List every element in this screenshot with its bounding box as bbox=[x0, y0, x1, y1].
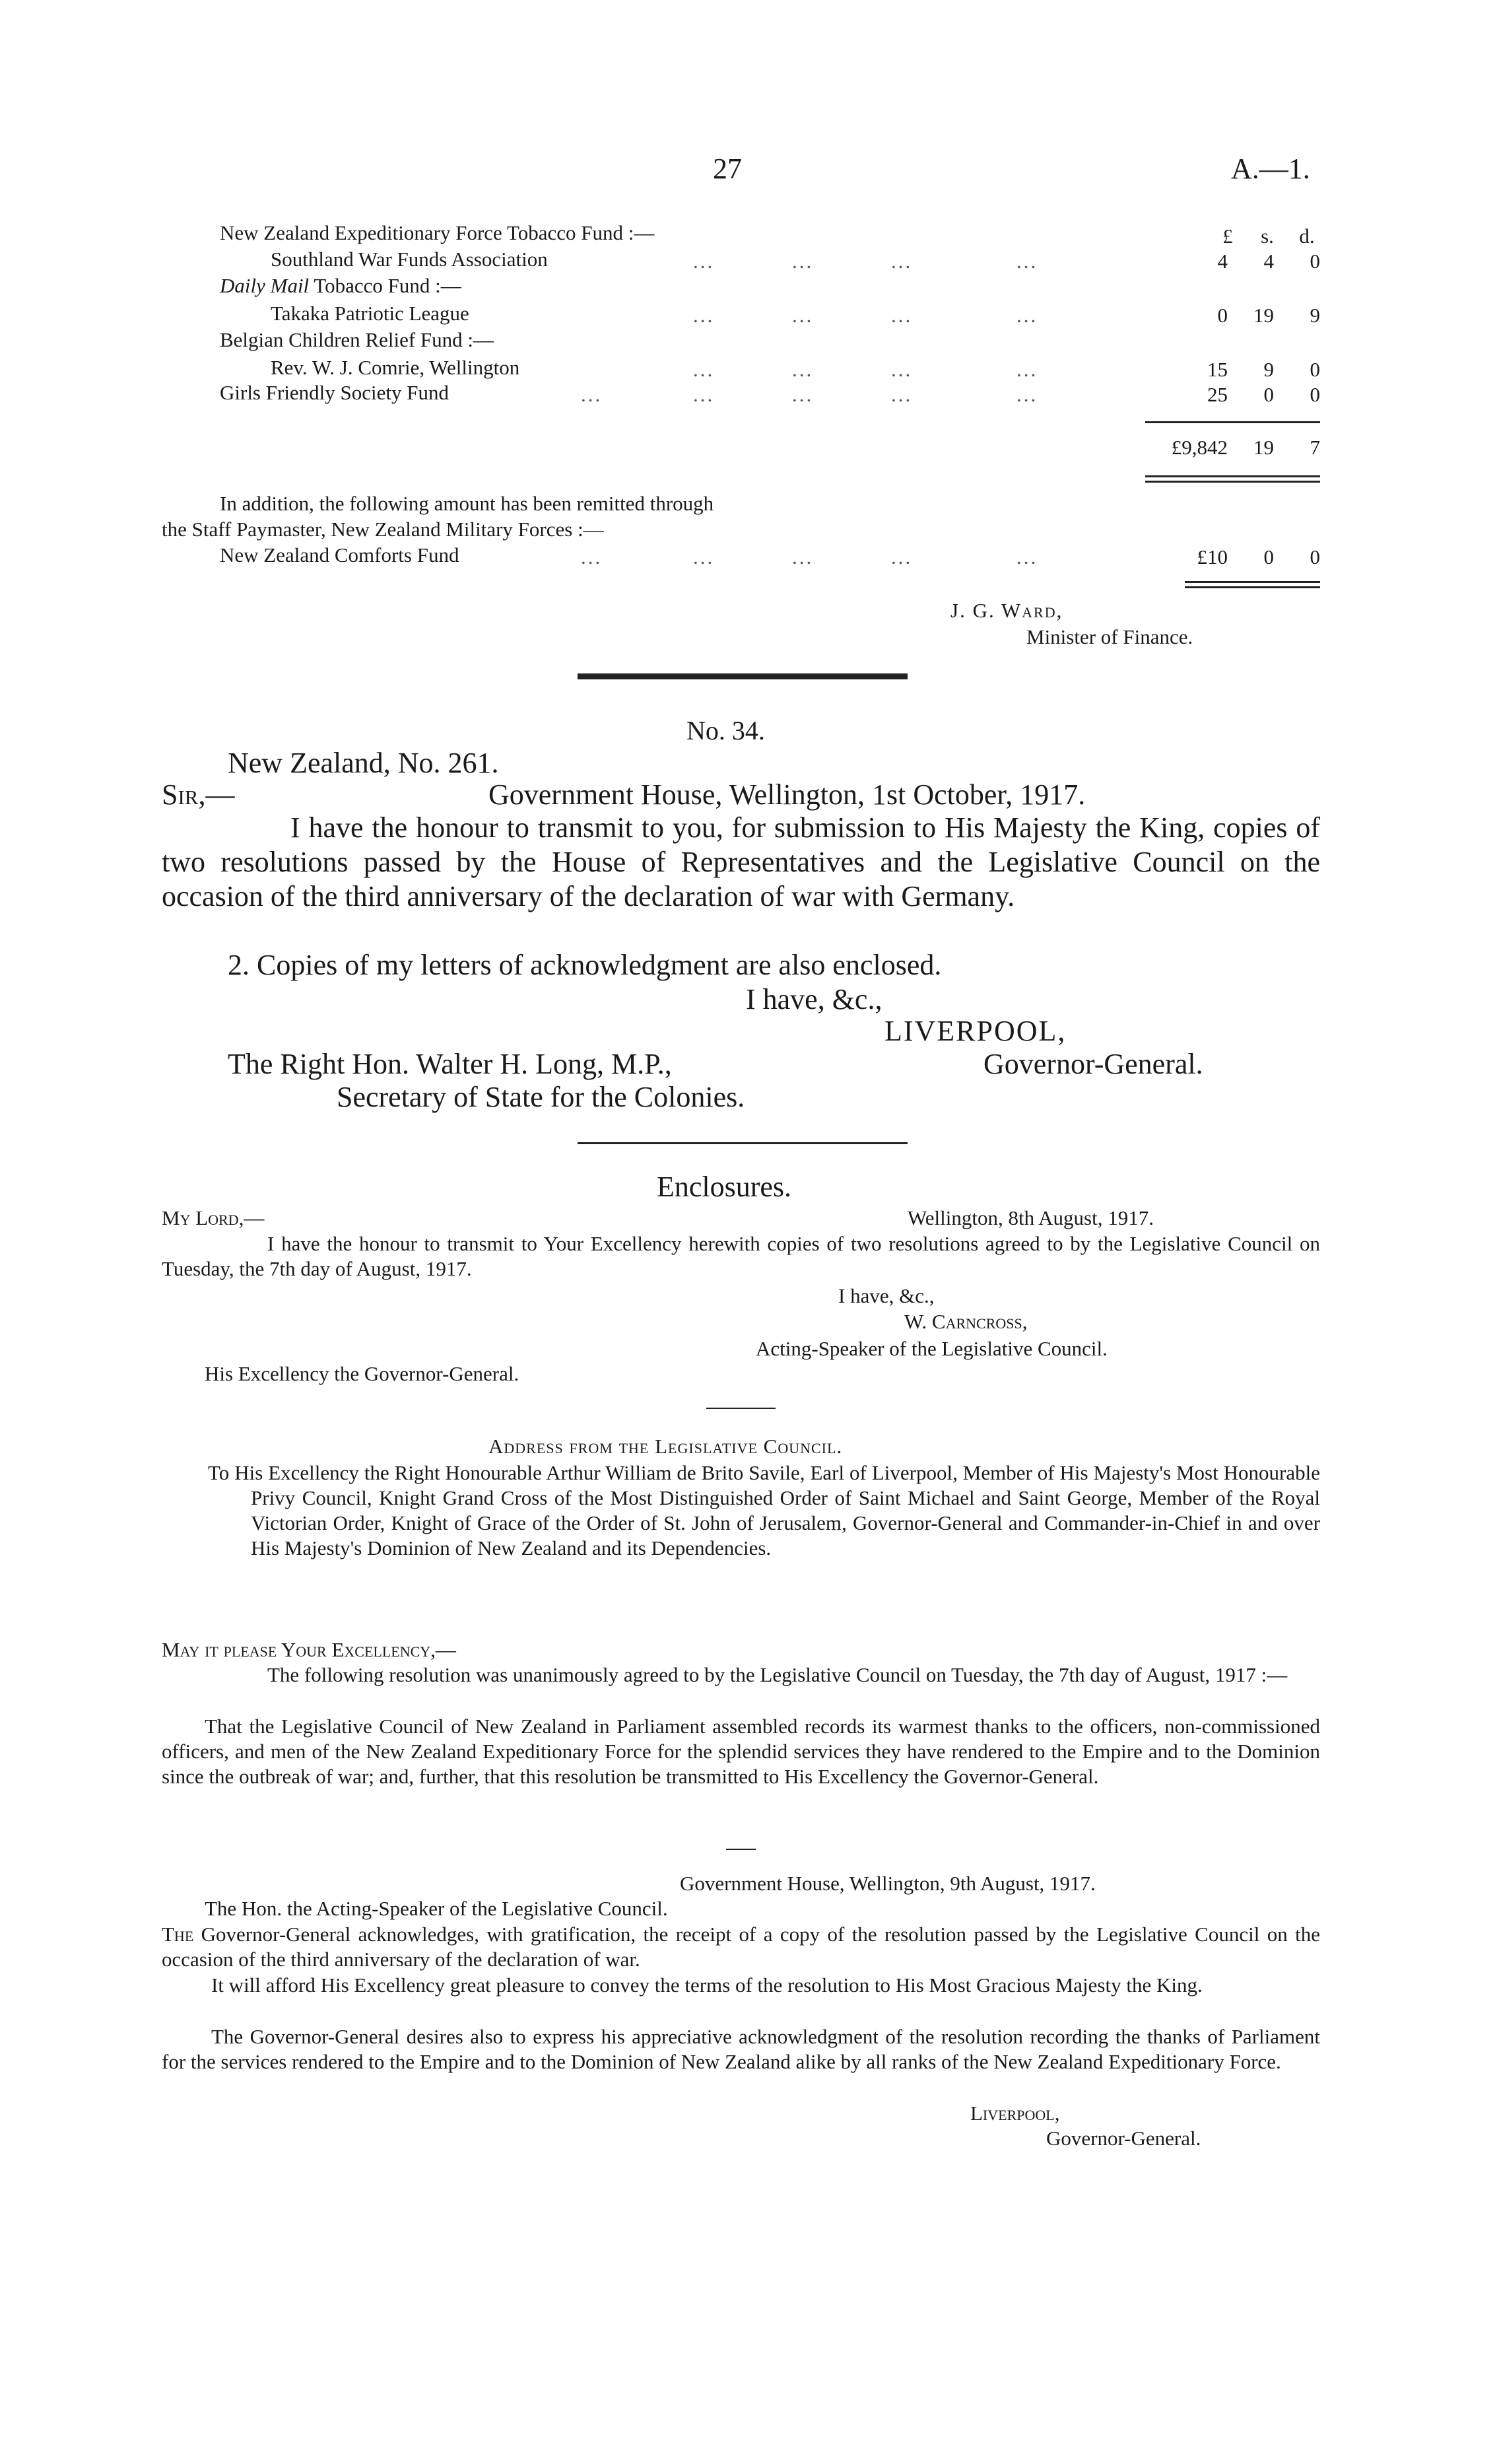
leader-dots: ... bbox=[792, 545, 814, 568]
shillings-value: 0 bbox=[1263, 383, 1274, 406]
reply-paragraph-1 bbox=[162, 1922, 1320, 1972]
leader-dots: ... bbox=[1016, 304, 1038, 327]
address-to: To His Excellency the Right Honourable Arthur William de Brito Savile, Earl of Liverpool, Member of His Majesty's Most Honourable Privy Council, Knight Grand Cross of the Most Distinguished Order of Saint Michael and Saint George, Member of the Royal Victorian Order, Knight of Grace of the Order of St. John of Jerusalem, Governor-General and Commander-in-Chief in and over His Majesty's Dominion of New Zealand and its Dependencies. bbox=[208, 1461, 1320, 1559]
pounds-value: 25 bbox=[1207, 383, 1228, 406]
dispatch-paragraph-2: 2. Copies of my letters of acknowledgment are also enclosed. bbox=[228, 949, 942, 981]
dispatch-paragraph-1: I have the honour to transmit to you, for submission to His Majesty the King, copies of two resolutions passed by the House of Representatives and the Legislative Council on the occasion of the third anniversary of the declaration of war with Germany. bbox=[162, 811, 1320, 912]
fund-row-label: Girls Friendly Society Fund bbox=[220, 381, 449, 404]
leader-dots: ... bbox=[792, 304, 814, 327]
leader-dots: ... bbox=[792, 358, 814, 381]
letter-location-date: Wellington, 8th August, 1917. bbox=[908, 1206, 1154, 1229]
leader-dots: ... bbox=[693, 250, 715, 273]
fund-row-label: Takaka Patriotic League bbox=[271, 302, 469, 325]
dispatch-location-date: Government House, Wellington, 1st October, 1917. bbox=[488, 778, 1086, 811]
total-pounds: £9,842 bbox=[1171, 436, 1228, 459]
leader-dots: ... bbox=[693, 358, 715, 381]
leader-dots: ... bbox=[581, 383, 603, 406]
comforts-pence: 0 bbox=[1310, 545, 1320, 568]
section-divider bbox=[578, 1142, 908, 1144]
leader-dots: ... bbox=[581, 545, 603, 568]
pounds-header: £ bbox=[1222, 224, 1233, 248]
dispatch-closing: I have, &c., bbox=[746, 983, 882, 1015]
address-salutation: May it please Your Excellency,— bbox=[162, 1638, 456, 1661]
letter-signer: W. Carncross, bbox=[904, 1310, 1028, 1333]
reply-location-date: Government House, Wellington, 9th August, 1917. bbox=[680, 1872, 1096, 1895]
short-divider bbox=[726, 1849, 756, 1850]
reply-lead-word: The bbox=[162, 1923, 194, 1946]
address-heading: Address from the Legislative Council. bbox=[488, 1435, 843, 1458]
pence-value: 0 bbox=[1310, 358, 1320, 381]
leader-dots: ... bbox=[891, 304, 913, 327]
total-double-rule bbox=[1145, 475, 1320, 477]
fund-row-label: Southland War Funds Association bbox=[271, 248, 548, 271]
page-number: 27 bbox=[713, 153, 742, 185]
leader-dots: ... bbox=[891, 358, 913, 381]
minister-title: Minister of Finance. bbox=[1026, 625, 1193, 648]
reply-signature: Liverpool, bbox=[970, 2102, 1060, 2125]
leader-dots: ... bbox=[792, 383, 814, 406]
fund-row-label: New Zealand Comforts Fund bbox=[220, 543, 459, 566]
address-paragraph-2: That the Legislative Council of New Zealand in Parliament assembled records its warmest thanks to the officers, non-commissioned officers, and men of the New Zealand Expeditionary Force for the splendid services they have rendered to the Empire and to the Dominion since the outbreak of war; and, further, that this resolution be transmitted to His Excellency the Governor-General. bbox=[162, 1715, 1320, 1788]
reply-paragraph-3: The Governor-General desires also to express his appreciative acknowledgment of the resolution recording the thanks of Parliament for the services rendered to the Empire and to the Dominion of New Zealand alike by all ranks of the New Zealand Expeditionary Force. bbox=[162, 2025, 1320, 2073]
document-code: A.—1. bbox=[1231, 153, 1310, 185]
comforts-pounds: £10 bbox=[1197, 545, 1228, 568]
pounds-value: 0 bbox=[1217, 304, 1228, 327]
reply-addressee: The Hon. the Acting-Speaker of the Legislative Council. bbox=[205, 1897, 668, 1920]
total-double-rule bbox=[1145, 481, 1320, 483]
pence-value: 0 bbox=[1310, 383, 1320, 406]
letter-addressee: His Excellency the Governor-General. bbox=[205, 1362, 519, 1385]
shillings-value: 4 bbox=[1263, 250, 1274, 273]
pence-value: 9 bbox=[1310, 304, 1320, 327]
pence-header: d. bbox=[1299, 224, 1315, 248]
pence-value: 0 bbox=[1310, 250, 1320, 273]
comforts-double-rule bbox=[1185, 586, 1320, 588]
short-divider bbox=[706, 1408, 776, 1409]
leader-dots: ... bbox=[891, 250, 913, 273]
fund-row-label: Rev. W. J. Comrie, Wellington bbox=[271, 356, 520, 379]
total-pence: 7 bbox=[1310, 436, 1320, 459]
shillings-header: s. bbox=[1261, 224, 1274, 248]
daily-mail-title: Daily Mail bbox=[220, 274, 310, 297]
dispatch-number: No. 34. bbox=[686, 716, 765, 745]
fund-heading: New Zealand Expeditionary Force Tobacco Fund :— bbox=[220, 221, 655, 244]
dispatch-salutation: Sir,— bbox=[162, 778, 235, 811]
leader-dots: ... bbox=[792, 250, 814, 273]
shillings-value: 19 bbox=[1253, 304, 1274, 327]
subtotal-rule bbox=[1145, 421, 1320, 423]
comforts-double-rule bbox=[1185, 581, 1320, 583]
dispatch-reference: New Zealand, No. 261. bbox=[228, 747, 499, 779]
total-shillings: 19 bbox=[1253, 436, 1274, 459]
reply-signature-title: Governor-General. bbox=[1046, 2127, 1201, 2150]
pounds-value: 4 bbox=[1217, 250, 1228, 273]
leader-dots: ... bbox=[1016, 545, 1038, 568]
dispatch-addressee-title: Secretary of State for the Colonies. bbox=[337, 1081, 745, 1113]
leader-dots: ... bbox=[891, 383, 913, 406]
fund-heading: Belgian Children Relief Fund :— bbox=[220, 328, 494, 351]
addition-note: the Staff Paymaster, New Zealand Military Forces :— bbox=[162, 518, 604, 541]
leader-dots: ... bbox=[1016, 383, 1038, 406]
pounds-value: 15 bbox=[1207, 358, 1228, 381]
dispatch-signature-title: Governor-General. bbox=[983, 1048, 1203, 1080]
leader-dots: ... bbox=[693, 545, 715, 568]
letter-closing: I have, &c., bbox=[838, 1284, 935, 1307]
dispatch-addressee: The Right Hon. Walter H. Long, M.P., bbox=[228, 1048, 672, 1080]
leader-dots: ... bbox=[693, 304, 715, 327]
shillings-value: 9 bbox=[1263, 358, 1274, 381]
enclosures-title: Enclosures. bbox=[657, 1171, 792, 1203]
fund-heading-rest: Tobacco Fund :— bbox=[309, 274, 461, 297]
leader-dots: ... bbox=[1016, 358, 1038, 381]
reply-paragraph-2: It will afford His Excellency great pleasure to convey the terms of the resolution to His Most Gracious Majesty the King. bbox=[211, 1973, 1203, 1997]
addition-note: In addition, the following amount has been remitted through bbox=[220, 492, 714, 515]
letter-body: I have the honour to transmit to Your Excellency herewith copies of two resolutions agreed to by the Legislative Council on Tuesday, the 7th day of August, 1917. bbox=[162, 1232, 1320, 1280]
dispatch-signature: LIVERPOOL, bbox=[884, 1015, 1067, 1047]
section-divider bbox=[578, 673, 908, 679]
letter-signer-title: Acting-Speaker of the Legislative Council. bbox=[756, 1337, 1108, 1360]
leader-dots: ... bbox=[1016, 250, 1038, 273]
minister-signature: J. G. Ward, bbox=[950, 599, 1063, 622]
fund-heading bbox=[220, 273, 461, 298]
reply-paragraph-1-text: Governor-General acknowledges, with gratification, the receipt of a copy of the resolution passed by the Legislative Council on the occasion of the third anniversary of the declaration of war. bbox=[162, 1923, 1320, 1971]
letter-salutation: My Lord,— bbox=[162, 1206, 265, 1229]
leader-dots: ... bbox=[891, 545, 913, 568]
leader-dots: ... bbox=[693, 383, 715, 406]
comforts-shillings: 0 bbox=[1263, 545, 1274, 568]
address-paragraph-1: The following resolution was unanimously agreed to by the Legislative Council on Tuesday, the 7th day of August, 1917 :— bbox=[267, 1663, 1288, 1686]
